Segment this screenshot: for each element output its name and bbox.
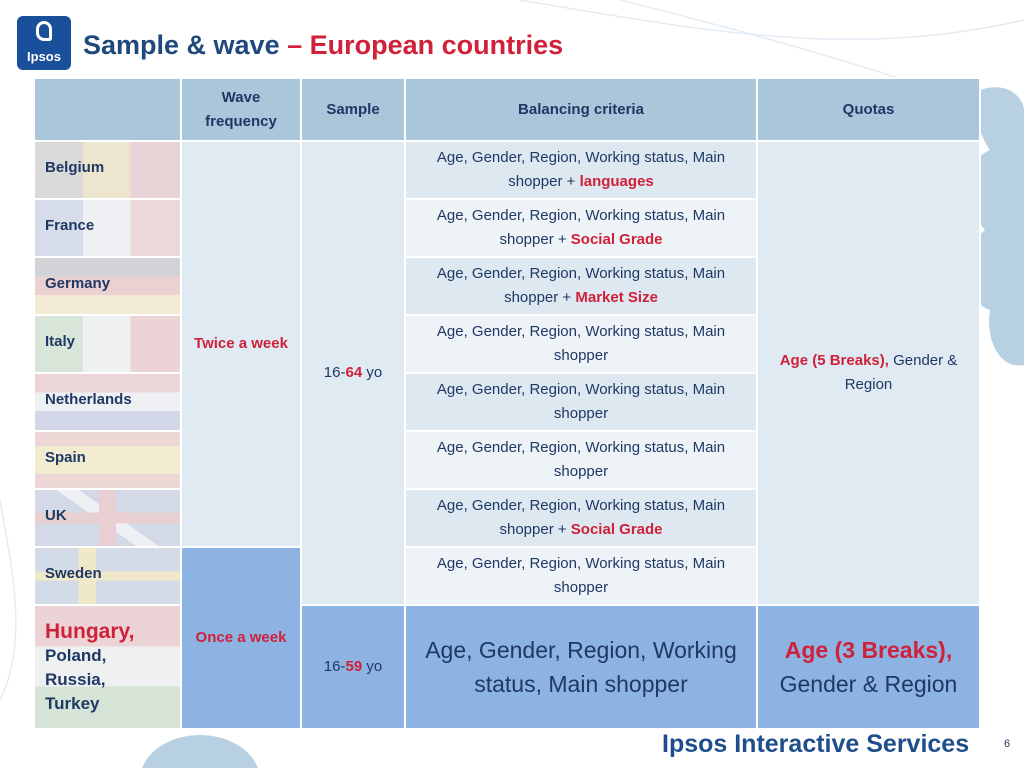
criteria-germany (406, 258, 756, 314)
sample-prefix: 16- (323, 364, 346, 381)
country-russia: Russia, (45, 670, 106, 689)
page-number: 6 (1004, 738, 1011, 750)
ipsos-logo (17, 16, 71, 70)
sample-table (33, 77, 981, 730)
country-france: France (35, 200, 180, 256)
criteria-extra: Market Size (575, 289, 658, 306)
criteria-spain (406, 432, 756, 488)
criteria-text: Age, Gender, Region, Working status, Main shopper + (436, 497, 726, 538)
wave-frequency-once: Once a week (182, 548, 300, 728)
sample-group1 (302, 142, 404, 604)
criteria-sweden (406, 548, 756, 604)
quota-group2 (758, 606, 979, 728)
criteria-text: Age, Gender, Region, Working status, Main shopper (436, 439, 726, 480)
country-poland: Poland, (45, 646, 107, 665)
page-title (83, 30, 563, 61)
quota-group1 (758, 142, 979, 604)
criteria-france (406, 200, 756, 256)
criteria-text: Age, Gender, Region, Working status, Main shopper (436, 381, 726, 422)
sample-prefix: 16- (323, 658, 346, 675)
criteria-text: Age, Gender, Region, Working status, Main shopper + (436, 149, 726, 190)
criteria-group2: Age, Gender, Region, Working status, Main shopper (406, 606, 756, 728)
head-icon (36, 21, 52, 41)
country-italy: Italy (35, 316, 180, 372)
country-belgium: Belgium (35, 142, 180, 198)
criteria-belgium (406, 142, 756, 198)
sample-max: 64 (345, 364, 363, 381)
quota-red: Age (3 Breaks), (784, 637, 953, 663)
criteria-text: Age, Gender, Region, Working status, Main shopper (436, 555, 726, 596)
quota-rest: Gender & Region (844, 352, 958, 393)
criteria-text: Age, Gender, Region, Working status, Main shopper (436, 323, 726, 364)
title-main: Sample & wave (83, 30, 280, 60)
criteria-extra: Social Grade (570, 521, 663, 538)
country-group-east (35, 606, 180, 728)
country-uk: UK (35, 490, 180, 546)
country-spain: Spain (35, 432, 180, 488)
sample-suffix: yo (362, 364, 383, 381)
criteria-extra: Social Grade (570, 231, 663, 248)
table-row (35, 606, 979, 728)
header-country (35, 79, 180, 140)
criteria-italy (406, 316, 756, 372)
criteria-extra: languages (579, 173, 654, 190)
criteria-netherlands (406, 374, 756, 430)
quota-red: Age (5 Breaks), (779, 352, 889, 369)
country-netherlands: Netherlands (35, 374, 180, 430)
header-wave-frequency: Wave frequency (182, 79, 300, 140)
wave-frequency-twice: Twice a week (182, 142, 300, 546)
header-quotas: Quotas (758, 79, 979, 140)
logo-text: Ipsos (27, 49, 61, 64)
table-header-row (35, 79, 979, 140)
sample-suffix: yo (362, 658, 383, 675)
sample-max: 59 (345, 658, 363, 675)
header-sample: Sample (302, 79, 404, 140)
country-hungary: Hungary, (45, 620, 135, 643)
criteria-uk (406, 490, 756, 546)
title-accent: – European countries (279, 30, 564, 60)
country-sweden: Sweden (35, 548, 180, 604)
criteria-text: Age, Gender, Region, Working status, Main shopper + (436, 207, 726, 248)
sample-group2 (302, 606, 404, 728)
quota-rest: Gender & Region (779, 671, 958, 697)
country-germany: Germany (35, 258, 180, 314)
header-balancing-criteria: Balancing criteria (406, 79, 756, 140)
criteria-text: Age, Gender, Region, Working status, Main shopper + (436, 265, 726, 306)
footer-brand: Ipsos Interactive Services (662, 730, 970, 758)
country-turkey: Turkey (45, 694, 100, 713)
table-row (35, 142, 979, 198)
